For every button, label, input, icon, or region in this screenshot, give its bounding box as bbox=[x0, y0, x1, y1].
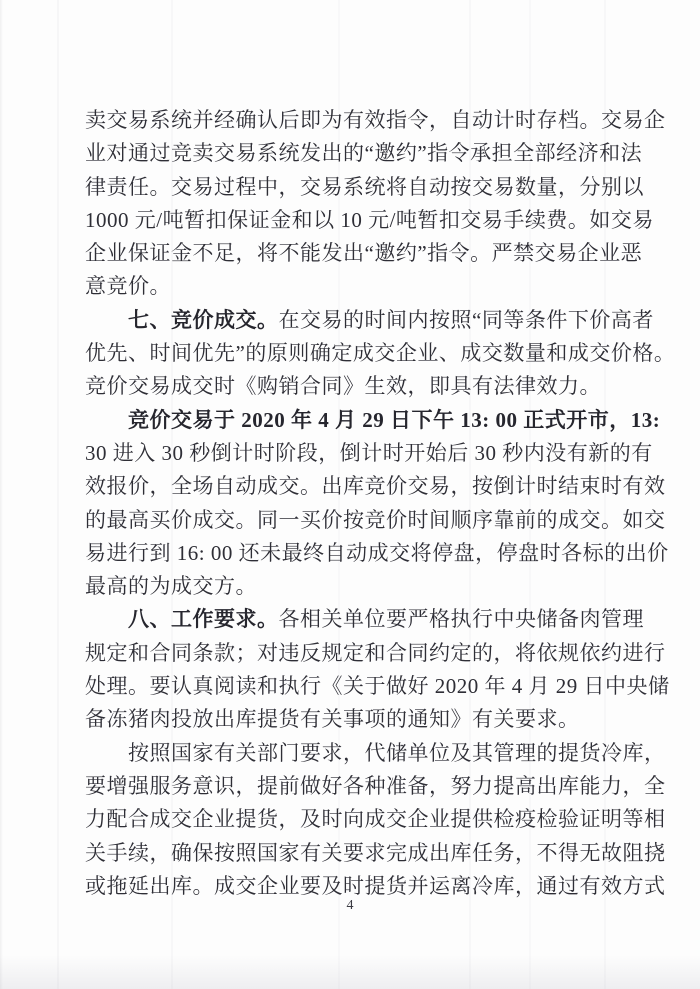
text-segment: 卖交易系统并经确认后即为有效指令，自动计时存档。交易企 bbox=[85, 108, 666, 132]
text-line bbox=[85, 737, 666, 770]
text-segment: 律责任。交易过程中，交易系统将自动按交易数量，分别以 bbox=[85, 174, 644, 199]
page-number: 4 bbox=[346, 898, 354, 913]
text-line bbox=[85, 171, 644, 204]
text-segment: 1000 元/吨暂扣保证金和以 10 元/吨暂扣交易手续费。如交易 bbox=[85, 207, 654, 232]
text-line bbox=[85, 337, 676, 370]
text-line bbox=[85, 537, 669, 570]
text-segment: 规定和合同条款；对违反规定和合同约定的，将依规依约进行 bbox=[85, 640, 666, 665]
text-line bbox=[85, 504, 666, 537]
text-line bbox=[85, 470, 666, 503]
text-line bbox=[85, 670, 670, 703]
text-segment: 各相关单位要严格执行中央储备肉管理 bbox=[278, 607, 644, 632]
text-segment: 效报价，全场自动成交。出库竞价交易，按倒计时结束时有效 bbox=[85, 474, 666, 499]
bold-text-segment: 八、工作要求。 bbox=[128, 607, 279, 632]
text-segment: 优先、时间优先”的原则确定成交企业、成交数量和成交价格。 bbox=[85, 341, 676, 366]
text-line bbox=[85, 304, 654, 337]
text-segment: 关手续，确保按照国家有关要求完成出库任务，不得无故阻挠 bbox=[85, 840, 666, 865]
text-line bbox=[85, 204, 654, 237]
text-segment: 竞价交易成交时《购销合同》生效，即具有法律效力。 bbox=[85, 374, 601, 399]
text-line bbox=[85, 837, 666, 870]
scan-bottom-shadow bbox=[0, 955, 700, 989]
scan-streak bbox=[57, 0, 59, 989]
text-line bbox=[85, 370, 621, 403]
text-segment: 最高的为成交方。 bbox=[85, 574, 257, 599]
text-block bbox=[85, 104, 676, 903]
text-line bbox=[85, 104, 666, 137]
text-line bbox=[85, 637, 666, 670]
text-segment: 要增强服务意识，提前做好各种准备，努力提高出库能力，全 bbox=[85, 773, 666, 798]
text-segment: 处理。要认真阅读和执行《关于做好 2020 年 4 月 29 日中央储 bbox=[85, 674, 670, 699]
text-segment: 企业保证金不足，将不能发出“邀约”指令。严禁交易企业恶 bbox=[85, 241, 643, 266]
scan-edge-shadow bbox=[0, 0, 3, 989]
text-line bbox=[85, 270, 621, 303]
text-line bbox=[85, 770, 666, 803]
text-line bbox=[85, 137, 643, 170]
bold-text-segment: 竞价交易于 2020 年 4 月 29 日下午 13: 00 正式开市，13: bbox=[128, 407, 661, 432]
text-line bbox=[85, 437, 653, 470]
text-line bbox=[85, 803, 666, 836]
text-segment: 按照国家有关部门要求，代储单位及其管理的提货冷库， bbox=[128, 740, 666, 765]
text-segment: 备冻猪肉投放出库提货有关事项的通知》有关要求。 bbox=[85, 707, 580, 732]
text-segment: 意竞价。 bbox=[85, 274, 171, 299]
text-segment: 在交易的时间内按照“同等条件下价高者 bbox=[278, 307, 654, 332]
text-segment: 易进行到 16: 00 还未最终自动成交将停盘，停盘时各标的出价 bbox=[85, 540, 669, 565]
text-segment: 业对通过竞卖交易系统发出的“邀约”指令承担全部经济和法 bbox=[85, 141, 643, 166]
bold-text-segment: 七、竞价成交。 bbox=[128, 307, 279, 332]
text-line bbox=[85, 603, 644, 636]
text-segment: 力配合成交企业提货，及时向成交企业提供检疫检验证明等相 bbox=[85, 807, 666, 832]
text-segment: 30 进入 30 秒倒计时阶段，倒计时开始后 30 秒内没有新的有 bbox=[85, 440, 653, 465]
text-line bbox=[85, 404, 661, 437]
text-line bbox=[85, 237, 643, 270]
text-segment: 或拖延出库。成交企业要及时提货并运离冷库，通过有效方式 bbox=[85, 873, 666, 898]
text-segment: 的最高买价成交。同一买价按竞价时间顺序靠前的成交。如交 bbox=[85, 507, 666, 532]
text-line bbox=[85, 570, 621, 603]
text-line bbox=[85, 703, 621, 736]
